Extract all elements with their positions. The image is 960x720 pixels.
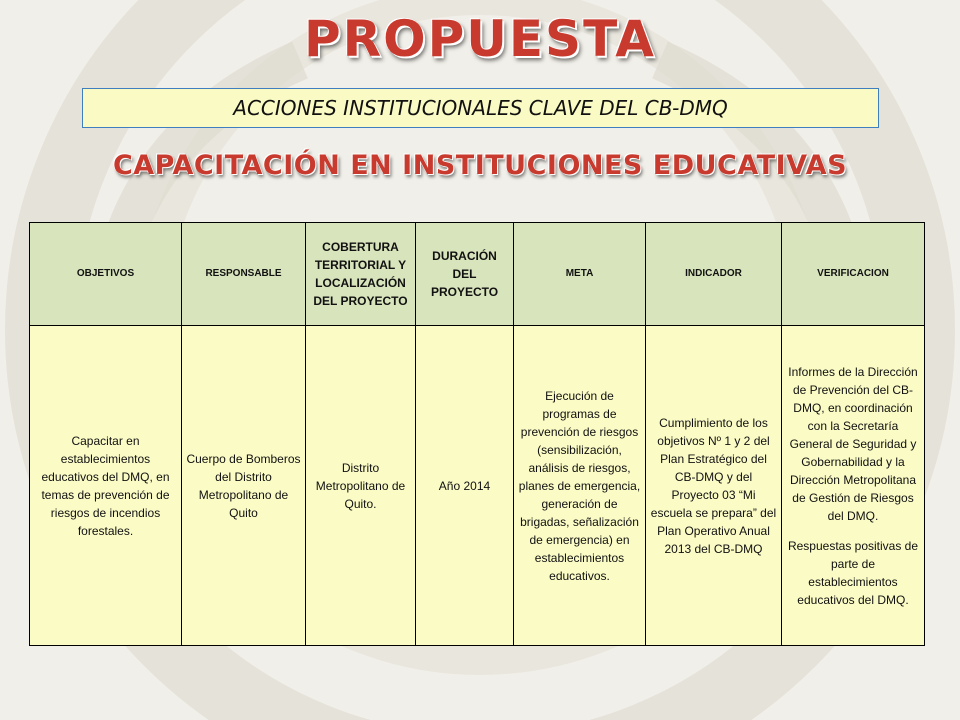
subtitle-box [82,88,879,128]
header-duracion: DURACIÓN DEL PROYECTO [416,223,514,326]
cell-verificacion [782,326,925,646]
header-meta: META [514,223,646,326]
cell-meta: Ejecución de programas de prevención de riesgos (sensibilización, análisis de riesgos, planes de emergencia, generación de brigadas, señalización de emergencia) en establecimientos educativos. [514,326,646,646]
cell-duracion: Año 2014 [416,326,514,646]
slide-title: PROPUESTA [304,10,656,68]
table-row [30,326,925,646]
cell-objetivos: Capacitar en establecimientos educativos del DMQ, en temas de prevención de riesgos de incendios forestales. [30,326,182,646]
cell-indicador: Cumplimiento de los objetivos Nº 1 y 2 del Plan Estratégico del CB-DMQ y del Proyecto 03 “Mi escuela se prepara” del Plan Operativo Anual 2013 del CB-DMQ [646,326,782,646]
header-verificacion: VERIFICACION [782,223,925,326]
header-indicador: INDICADOR [646,223,782,326]
verificacion-paragraph-2: Respuestas positivas de parte de establecimientos educativos del DMQ. [787,538,919,607]
proposal-table [29,222,925,646]
section-title: CAPACITACIÓN EN INSTITUCIONES EDUCATIVAS [112,150,848,181]
header-cobertura: COBERTURA TERRITORIAL Y LOCALIZACIÓN DEL PROYECTO [306,223,416,326]
cell-responsable: Cuerpo de Bomberos del Distrito Metropolitano de Quito [182,326,306,646]
subtitle-text: ACCIONES INSTITUCIONALES CLAVE DEL CB-DMQ [233,96,728,120]
header-responsable: RESPONSABLE [182,223,306,326]
table-header-row [30,223,925,326]
verificacion-paragraph-1: Informes de la Dirección de Prevención del CB-DMQ, en coordinación con la Secretaría General de Seguridad y Gobernabilidad y la Dirección Metropolitana de Gestión de Riesgos del DMQ. [788,364,918,523]
cell-cobertura: Distrito Metropolitano de Quito. [306,326,416,646]
header-objetivos: OBJETIVOS [30,223,182,326]
